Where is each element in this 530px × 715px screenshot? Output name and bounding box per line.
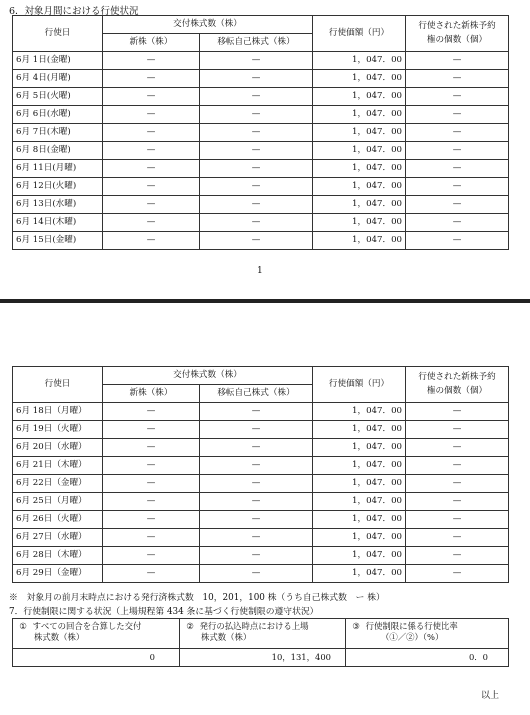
row-exercise-price: 1，047．00 (313, 178, 406, 196)
table-row (13, 196, 509, 214)
header-exercise-price: 行使価額（円） (313, 367, 406, 403)
row-treasury-shares: — (200, 565, 313, 583)
header-treasury-shares: 移転自己株式（株） (200, 385, 313, 403)
row-date: 6月 26日（火曜） (13, 511, 103, 529)
row-exercise-price: 1，047．00 (313, 475, 406, 493)
row-exercise-price: 1，047．00 (313, 529, 406, 547)
row-date: 6月 22日（金曜） (13, 475, 103, 493)
exercise-table-2 (12, 366, 509, 583)
row-treasury-shares: — (200, 547, 313, 565)
row-new-shares: — (103, 70, 200, 88)
table-row (13, 160, 509, 178)
row-rights-count: — (406, 142, 509, 160)
table-row (13, 529, 509, 547)
row-new-shares: — (103, 142, 200, 160)
row-rights-count: — (406, 565, 509, 583)
closing-text: 以上 (481, 691, 500, 701)
row-exercise-price: 1，047．00 (313, 70, 406, 88)
row-rights-count: — (406, 475, 509, 493)
limit-header-1: ① すべての回合を合算した交付 株式数（株） (13, 619, 180, 649)
row-date: 6月 15日(金曜) (13, 232, 103, 250)
row-rights-count: — (406, 178, 509, 196)
row-date: 6月 18日（月曜） (13, 403, 103, 421)
row-treasury-shares: — (200, 511, 313, 529)
row-treasury-shares: — (200, 475, 313, 493)
row-new-shares: — (103, 178, 200, 196)
row-new-shares: — (103, 547, 200, 565)
table-row (13, 403, 509, 421)
row-rights-count: — (406, 214, 509, 232)
row-rights-count: — (406, 106, 509, 124)
row-exercise-price: 1，047．00 (313, 511, 406, 529)
row-new-shares: — (103, 529, 200, 547)
table-row (13, 70, 509, 88)
row-rights-count: — (406, 493, 509, 511)
row-new-shares: — (103, 196, 200, 214)
limit-table (12, 618, 509, 667)
section7-heading: 7．行使制限に関する状況（上場規程第 434 条に基づく行使制限の遵守状況） (9, 607, 319, 617)
row-exercise-price: 1，047．00 (313, 457, 406, 475)
table-row (13, 214, 509, 232)
header-exercise-price: 行使価額（円） (313, 16, 406, 52)
limit-header-2: ② 発行の払込時点における上場 株式数（株） (180, 619, 346, 649)
table-row (13, 475, 509, 493)
row-rights-count: — (406, 403, 509, 421)
row-date: 6月 29日（金曜） (13, 565, 103, 583)
table-row (13, 493, 509, 511)
page-number: 1 (257, 266, 263, 276)
row-new-shares: — (103, 88, 200, 106)
row-treasury-shares: — (200, 457, 313, 475)
row-date: 6月 20日（水曜） (13, 439, 103, 457)
row-exercise-price: 1，047．00 (313, 124, 406, 142)
row-treasury-shares: — (200, 529, 313, 547)
row-date: 6月 27日（水曜） (13, 529, 103, 547)
header-date: 行使日 (13, 367, 103, 403)
row-rights-count: — (406, 511, 509, 529)
row-date: 6月 19日（火曜） (13, 421, 103, 439)
limit-header-3: ③ 行使制限に係る行使比率 （①／②）（%） (346, 619, 509, 649)
row-new-shares: — (103, 457, 200, 475)
row-exercise-price: 1，047．00 (313, 547, 406, 565)
row-rights-count: — (406, 88, 509, 106)
header-new-shares: 新株（株） (103, 385, 200, 403)
header-treasury-shares: 移転自己株式（株） (200, 34, 313, 52)
table-row (13, 439, 509, 457)
row-date: 6月 7日(木曜) (13, 124, 103, 142)
section6-heading: 6．対象月間における行使状況 (9, 6, 139, 17)
row-treasury-shares: — (200, 124, 313, 142)
row-date: 6月 14日(木曜) (13, 214, 103, 232)
row-date: 6月 4日(月曜) (13, 70, 103, 88)
row-date: 6月 8日(金曜) (13, 142, 103, 160)
table-row (13, 124, 509, 142)
row-new-shares: — (103, 124, 200, 142)
row-date: 6月 12日(火曜) (13, 178, 103, 196)
header-shares-group: 交付株式数（株） (103, 367, 313, 385)
row-new-shares: — (103, 160, 200, 178)
table-row (13, 106, 509, 124)
row-exercise-price: 1，047．00 (313, 421, 406, 439)
row-exercise-price: 1，047．00 (313, 439, 406, 457)
row-exercise-price: 1，047．00 (313, 196, 406, 214)
row-date: 6月 21日（木曜） (13, 457, 103, 475)
row-new-shares: — (103, 403, 200, 421)
row-date: 6月 6日(水曜) (13, 106, 103, 124)
exercise-table-1 (12, 15, 509, 250)
table-row (13, 547, 509, 565)
header-shares-group: 交付株式数（株） (103, 16, 313, 34)
row-rights-count: — (406, 196, 509, 214)
row-treasury-shares: — (200, 403, 313, 421)
row-new-shares: — (103, 214, 200, 232)
row-exercise-price: 1，047．00 (313, 214, 406, 232)
row-rights-count: — (406, 439, 509, 457)
table-row (13, 88, 509, 106)
row-treasury-shares: — (200, 52, 313, 70)
row-date: 6月 1日(金曜) (13, 52, 103, 70)
table-row (13, 511, 509, 529)
row-date: 6月 28日（木曜） (13, 547, 103, 565)
row-exercise-price: 1，047．00 (313, 142, 406, 160)
row-treasury-shares: — (200, 439, 313, 457)
row-treasury-shares: — (200, 421, 313, 439)
row-rights-count: — (406, 124, 509, 142)
limit-value-1: 0 (13, 649, 180, 667)
row-new-shares: — (103, 232, 200, 250)
row-exercise-price: 1，047．00 (313, 106, 406, 124)
row-rights-count: — (406, 529, 509, 547)
row-exercise-price: 1，047．00 (313, 232, 406, 250)
table-row (13, 52, 509, 70)
row-exercise-price: 1，047．00 (313, 565, 406, 583)
row-date: 6月 25日（月曜） (13, 493, 103, 511)
row-exercise-price: 1，047．00 (313, 88, 406, 106)
row-exercise-price: 1，047．00 (313, 403, 406, 421)
row-rights-count: — (406, 547, 509, 565)
row-new-shares: — (103, 511, 200, 529)
row-date: 6月 13日(水曜) (13, 196, 103, 214)
table-row (13, 142, 509, 160)
row-treasury-shares: — (200, 493, 313, 511)
row-rights-count: — (406, 232, 509, 250)
limit-value-2: 10，131，400 (180, 649, 346, 667)
row-exercise-price: 1，047．00 (313, 160, 406, 178)
header-rights: 行使された新株予約 権の個数（個） (406, 367, 509, 403)
row-treasury-shares: — (200, 178, 313, 196)
row-treasury-shares: — (200, 196, 313, 214)
row-rights-count: — (406, 70, 509, 88)
row-date: 6月 5日(火曜) (13, 88, 103, 106)
row-date: 6月 11日(月曜) (13, 160, 103, 178)
limit-value-3: 0．0 (346, 649, 509, 667)
page-divider (0, 299, 530, 303)
row-treasury-shares: — (200, 70, 313, 88)
row-rights-count: — (406, 52, 509, 70)
row-new-shares: — (103, 565, 200, 583)
row-treasury-shares: — (200, 106, 313, 124)
table-row (13, 232, 509, 250)
row-new-shares: — (103, 52, 200, 70)
table-row (13, 178, 509, 196)
row-treasury-shares: — (200, 214, 313, 232)
header-new-shares: 新株（株） (103, 34, 200, 52)
header-date: 行使日 (13, 16, 103, 52)
row-new-shares: — (103, 493, 200, 511)
row-new-shares: — (103, 475, 200, 493)
table-row (13, 457, 509, 475)
row-new-shares: — (103, 421, 200, 439)
row-rights-count: — (406, 421, 509, 439)
row-treasury-shares: — (200, 88, 313, 106)
header-rights: 行使された新株予約 権の個数（個） (406, 16, 509, 52)
row-treasury-shares: — (200, 160, 313, 178)
table-row (13, 565, 509, 583)
row-exercise-price: 1，047．00 (313, 493, 406, 511)
row-rights-count: — (406, 457, 509, 475)
row-treasury-shares: — (200, 142, 313, 160)
table-row (13, 421, 509, 439)
row-treasury-shares: — (200, 232, 313, 250)
row-new-shares: — (103, 439, 200, 457)
shares-note: ※ 対象月の前月末時点における発行済株式数 10，201，100 株（うち自己株式数 ー 株） (9, 593, 385, 603)
row-new-shares: — (103, 106, 200, 124)
row-exercise-price: 1，047．00 (313, 52, 406, 70)
row-rights-count: — (406, 160, 509, 178)
